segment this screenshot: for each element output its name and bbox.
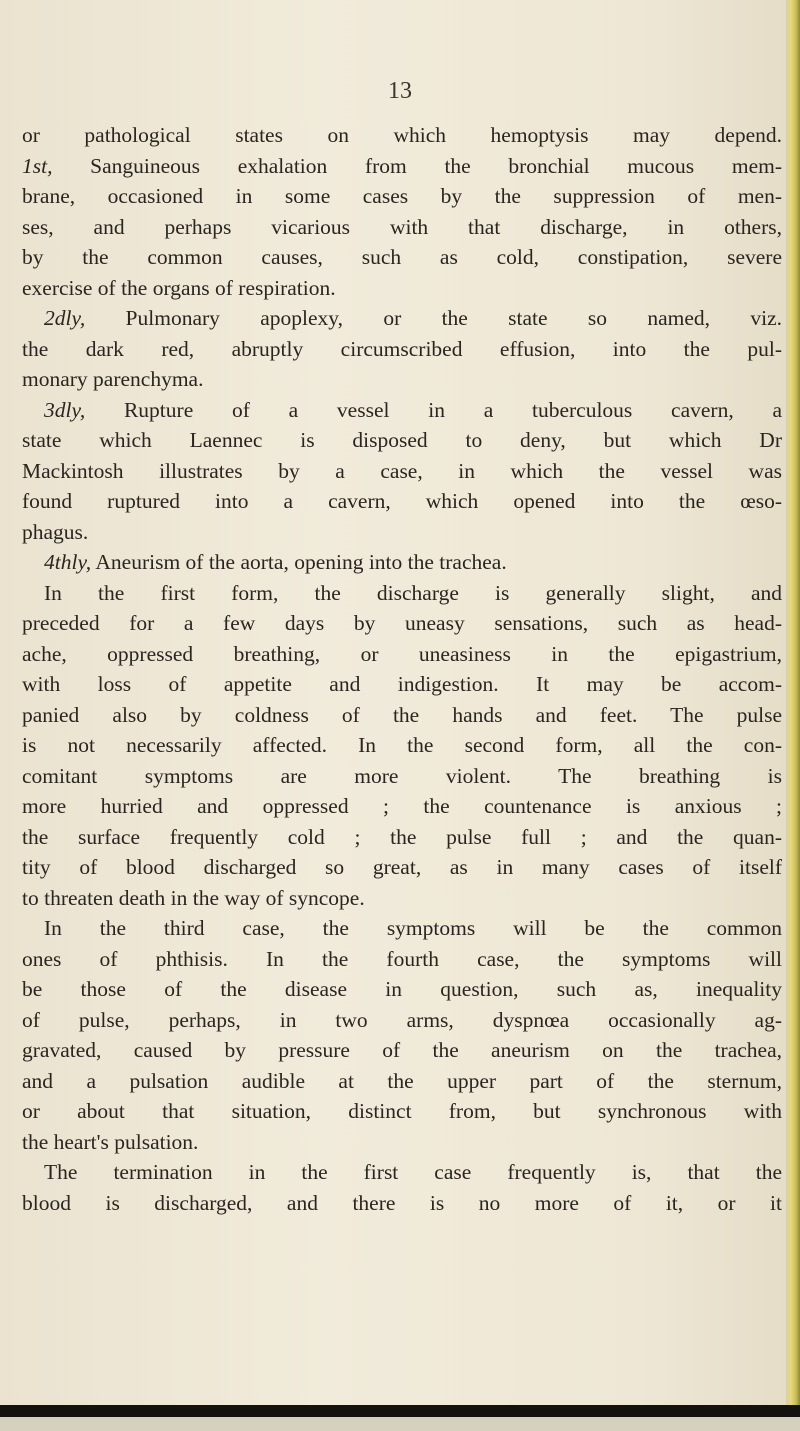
line-text: more hurried and oppressed ; the countenance is anxious ; — [22, 794, 782, 818]
body-text — [22, 120, 782, 1218]
line-text: Aneurism of the aorta, opening into the trachea. — [91, 550, 507, 574]
line-text: is not necessarily affected. In the second form, all the con- — [22, 733, 782, 757]
text-line — [22, 669, 782, 700]
text-line — [22, 212, 782, 243]
page-number: 13 — [388, 78, 412, 104]
text-line — [22, 517, 782, 548]
text-line — [22, 1188, 782, 1219]
text-line — [22, 608, 782, 639]
line-text: or about that situation, distinct from, but synchronous with — [22, 1099, 782, 1123]
text-line — [22, 730, 782, 761]
line-text: brane, occasioned in some cases by the suppression of men- — [22, 184, 782, 208]
line-text: be those of the disease in question, such as, inequality — [22, 977, 782, 1001]
text-line — [22, 120, 782, 151]
line-text: panied also by coldness of the hands and feet. The pulse — [22, 702, 782, 727]
line-text: gravated, caused by pressure of the aneurism on the trachea, — [22, 1038, 782, 1062]
enumeration-label: 1st, — [22, 153, 53, 178]
line-text: monary parenchyma. — [22, 367, 204, 391]
enumeration-label: 4thly, — [44, 550, 92, 574]
text-line — [22, 364, 782, 395]
text-line — [22, 822, 782, 853]
text-line — [22, 944, 782, 975]
text-line — [22, 1035, 782, 1066]
text-line — [22, 273, 782, 304]
text-line — [22, 181, 782, 212]
text-line — [22, 486, 782, 517]
text-line — [22, 1066, 782, 1097]
text-line — [22, 761, 782, 792]
bottom-shadow-bar — [0, 1405, 800, 1417]
line-text: by the common causes, such as cold, constipation, severe — [22, 245, 782, 269]
line-text: with loss of appetite and indigestion. It may be accom- — [22, 672, 782, 696]
line-text: of pulse, perhaps, in two arms, dyspnœa occasionally ag- — [22, 1007, 782, 1032]
text-line — [22, 547, 782, 578]
line-text: tity of blood discharged so great, as in many cases of itself — [22, 855, 782, 879]
line-text: blood is discharged, and there is no more of it, or it — [22, 1190, 782, 1215]
line-text: or pathological states on which hemoptysis may depend. — [22, 123, 782, 147]
line-text: ones of phthisis. In the fourth case, the symptoms will — [22, 946, 782, 971]
text-line — [22, 1096, 782, 1127]
line-text: ses, and perhaps vicarious with that discharge, in others, — [22, 214, 782, 239]
line-text: The termination in the first case frequently is, that the — [44, 1160, 782, 1184]
text-line — [22, 791, 782, 822]
enumeration-label: 3dly, — [44, 397, 86, 422]
line-text: Sanguineous exhalation from the bronchial mucous mem- — [52, 153, 782, 178]
line-text: ache, oppressed breathing, or uneasiness in the epigastrium, — [22, 641, 782, 666]
text-line — [22, 1005, 782, 1036]
line-text: comitant symptoms are more violent. The breathing is — [22, 763, 782, 788]
text-line — [22, 395, 782, 426]
text-line — [22, 639, 782, 670]
text-line — [22, 242, 782, 273]
line-text: phagus. — [22, 519, 89, 544]
text-line — [22, 578, 782, 609]
line-text: exercise of the organs of respiration. — [22, 275, 336, 300]
text-line — [22, 425, 782, 456]
line-text: In the third case, the symptoms will be the common — [44, 916, 782, 940]
line-text: state which Laennec is disposed to deny, but which Dr — [22, 428, 782, 452]
text-line — [22, 913, 782, 944]
line-text: to threaten death in the way of syncope. — [22, 885, 365, 910]
text-line — [22, 303, 782, 334]
text-line — [22, 1157, 782, 1188]
line-text: the surface frequently cold ; the pulse full ; and the quan- — [22, 824, 782, 849]
line-text: Rupture of a vessel in a tuberculous cavern, a — [85, 397, 782, 422]
line-text: In the first form, the discharge is generally slight, and — [44, 580, 782, 605]
text-line — [22, 852, 782, 883]
text-line — [22, 974, 782, 1005]
line-text: Pulmonary apoplexy, or the state so named, viz. — [85, 306, 782, 330]
text-line — [22, 883, 782, 914]
line-text: and a pulsation audible at the upper part of the sternum, — [22, 1068, 782, 1093]
line-text: the heart's pulsation. — [22, 1129, 199, 1154]
enumeration-label: 2dly, — [44, 306, 86, 330]
text-line — [22, 1127, 782, 1158]
text-line — [22, 151, 782, 182]
text-line — [22, 334, 782, 365]
line-text: the dark red, abruptly circumscribed effusion, into the pul- — [22, 336, 782, 361]
text-line — [22, 456, 782, 487]
text-line — [22, 700, 782, 731]
bottom-strip — [0, 1417, 800, 1431]
line-text: preceded for a few days by uneasy sensations, such as head- — [22, 611, 782, 635]
page-edge — [786, 0, 800, 1431]
line-text: found ruptured into a cavern, which opened into the œso- — [22, 489, 782, 513]
line-text: Mackintosh illustrates by a case, in which the vessel was — [22, 458, 782, 483]
